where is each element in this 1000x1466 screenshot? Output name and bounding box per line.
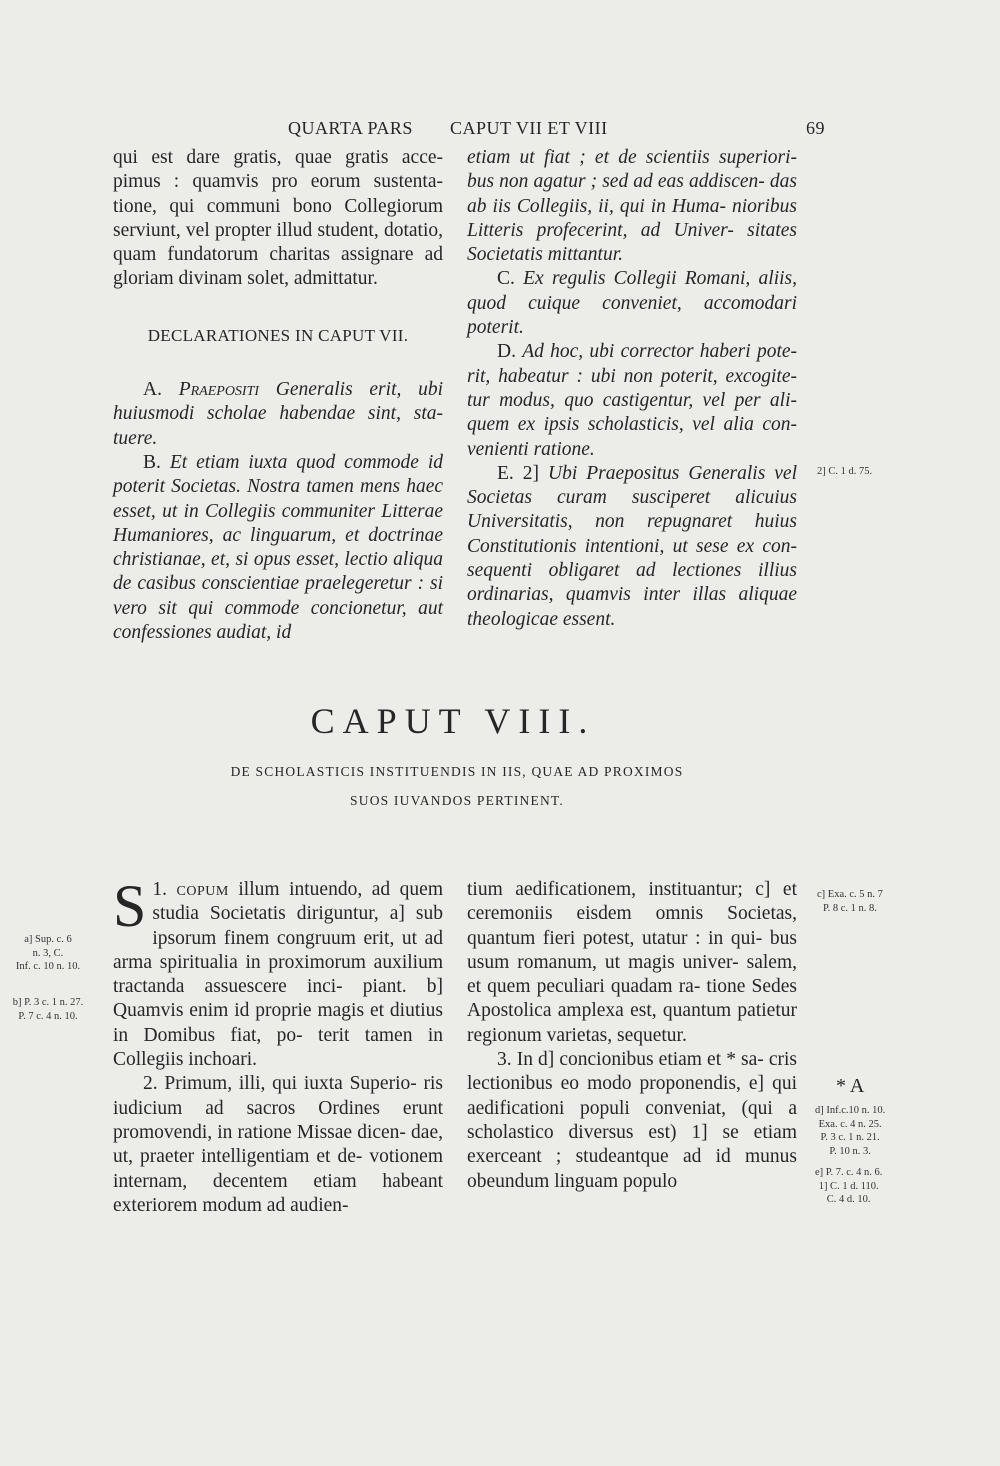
header-part: QUARTA PARS [288,118,413,138]
running-header [110,118,825,144]
margin-note-b [2,996,94,1023]
section-1 [113,873,444,1072]
chapter-subtitle-line1: DE SCHOLASTICIS INSTITUENDIS IN IIS, QUAE AD PROXIMOS [230,764,684,779]
section-3: 3. In d] concionibus etiam et * sa- cris lectionibus eo modo proponendis, e] qui aedificationi populi conveniat, (qui a scholastico diversus est) 1] se etiam exerceant ; studeantque ad id munus obeundum linguam populo [467,1049,797,1192]
declaration-e-text: Ubi Praepositus Generalis vel Societas curam susciperet alicuius Universitatis, non repugnaret huius Constitutionis intentioni, ut sese ex con- sequenti obligaret ad lectiones illius ordinarias, quamvis inter illas aliquae theologicae essent. [467,462,797,630]
margin-note-line: d] Inf.c.10 n. 10. [815,1105,886,1116]
right-column-bottom [467,878,797,1194]
declaration-a-label: A. [143,379,162,401]
margin-note-line: 1] C. 1 d. 110. [818,1180,879,1192]
margin-note-line: P. 3 c. 1 n. 21. [820,1132,880,1143]
margin-note-line: a] Sup. c. 6 [24,934,72,945]
margin-note-line: P. 7 c. 4 n. 10. [18,1010,78,1022]
declaration-a [113,378,443,451]
margin-note-line: c] Exa. c. 5 n. 7 [817,889,883,900]
margin-note-line: C. 4 d. 10. [826,1194,871,1205]
left-column-bottom [113,873,444,1218]
margin-note-c [817,888,883,915]
declaration-e-label: E. 2] [497,462,540,484]
declaration-c-label: C. [497,268,515,290]
declaration-c [467,267,797,340]
paragraph-continuation: qui est dare gratis, quae gratis acce- pimus : quamvis pro eorum sustenta- tione, qui communi bono Collegiorum serviunt, vel propter illud student, dotatio, quam fundatorum charitas assignare ad gloriam divinam solet, admittatur. [113,147,443,290]
declaration-d-text: Ad hoc, ubi corrector haberi pote- rit, habeatur : ubi non poterit, excogite- tur modus, quo castigentur, vel per ali- quem ex ipsis scholasticis, vel alia con- venienti ratione. [467,341,798,460]
declarations-heading: DECLARATIONES IN CAPUT VII. [147,325,409,345]
margin-note-e: 2] C. 1 d. 75. [817,466,873,477]
drop-capital: S [113,873,147,939]
declaration-b [113,451,443,645]
section-2: 2. Primum, illi, qui iuxta Superio- ris iudicium ad sacros Ordines erunt promovendi, in ratione Missae dicen- dae, ut, praeter intelligentiam et de- votionem internam, decentem etiam habeant exteriorem modum ad audien- [113,1073,443,1216]
section-1-number: 1. [152,879,167,900]
declaration-b-text: Et etiam iuxta quod commode id poterit Societas. Nostra tamen mens haec esset, ut in Collegiis communiter Litterae Humaniores, ac linguarum, et doctrinae christianae, et, si opus esset, lectio aliqua de casibus conscientiae praelegeretur : si vero sit qui commode concionetur, aut confessiones audiat, id [113,451,443,644]
declaration-d [467,340,797,461]
section-1-text: illum intuendo, ad quem studia Societatis diriguntur, a] sub ipsorum finem congruum erit, ut ad arma spiritualia in proximorum auxilium tractanda assuescere inci- piant. b] Quamvis enim id proprie magis et diutius in Domibus fiat, po- terit tamen in Collegiis inchoari. [113,879,444,1071]
margin-note-line: Inf. c. 10 n. 10. [15,961,81,972]
header-chapter: CAPUT VII ET VIII [450,118,608,138]
margin-note-line: Exa. c. 4 n. 25. [818,1118,882,1130]
right-column-top [467,146,797,632]
section-2-continuation: tium aedificationem, instituantur; c] et ceremoniis eisdem omnis Societas, quantum fieri potest, utatur : in qui- bus usum romanum, ut magis univer- salem, et quem peculiari quadam ra- tione Sedes Apostolica amplexa est, quantum patietur regionum varietas, sequetur. [467,879,797,1046]
paragraph-continuation-right: etiam ut fiat ; et de scientiis superiori- bus non agatur ; sed ad eas addiscen- das ab iis Collegiis, ii, qui in Huma- nioribus Litteris profecerint, ad Univer- sitates Societatis mittantur. [467,147,797,266]
chapter-subtitle-line2: SUOS IUVANDOS PERTINENT. [350,793,564,808]
margin-note-line: P. 10 n. 3. [829,1145,871,1157]
margin-note-line: P. 8 c. 1 n. 8. [822,902,877,914]
chapter-title: CAPUT VIII. [310,701,596,741]
margin-note-line: e] P. 7. c. 4 n. 6. [815,1167,883,1178]
declaration-d-label: D. [497,341,516,363]
asterisk-marker: * A [836,1075,865,1097]
declaration-a-text: Generalis erit, ubi huiusmodi scholae habendae sint, sta- tuere. [113,379,444,449]
page-number: 69 [806,118,825,138]
margin-note-e2 [815,1166,882,1207]
margin-note-d [815,1104,885,1158]
margin-note-a [2,933,94,974]
margin-note-line: n. 3, C. [32,947,64,959]
declaration-e [467,462,797,632]
declaration-b-label: B. [143,451,161,473]
margin-note-line: b] P. 3 c. 1 n. 27. [12,997,84,1008]
left-column-top [113,146,443,645]
declaration-c-text: Ex regulis Collegii Romani, aliis, quod cuique conveniet, accomodari poterit. [467,268,797,339]
first-word: copum [176,879,229,900]
declaration-a-smallcaps: Praepositi [178,379,260,401]
